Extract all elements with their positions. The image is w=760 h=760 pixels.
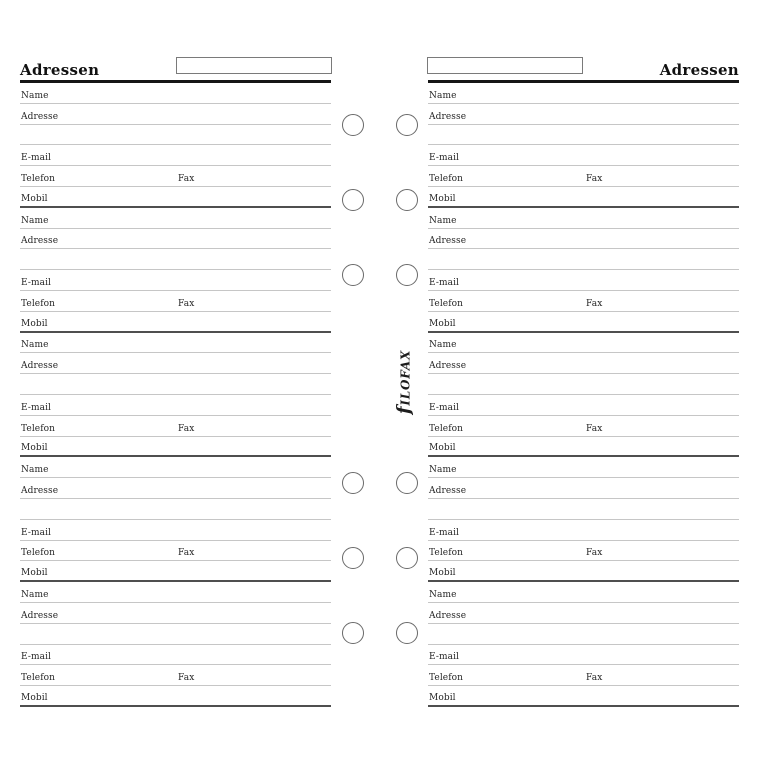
field-line-adresse[interactable] xyxy=(20,353,331,374)
field-label-mobil: Mobil xyxy=(429,193,456,204)
field-line-adresse-continued[interactable] xyxy=(20,499,331,520)
index-tab-box-left[interactable] xyxy=(176,57,332,74)
punch-hole xyxy=(342,547,364,569)
field-line-adresse[interactable] xyxy=(20,603,331,624)
field-label-fax: Fax xyxy=(178,173,195,184)
field-label-telefon: Telefon xyxy=(21,673,56,684)
field-line-telefon-fax[interactable] xyxy=(20,291,331,312)
field-label-adresse: Adresse xyxy=(429,361,467,372)
field-label-adresse: Adresse xyxy=(429,610,467,621)
field-line-email[interactable] xyxy=(20,520,331,541)
field-line-adresse-continued[interactable] xyxy=(20,624,331,645)
field-line-telefon-fax[interactable] xyxy=(428,665,739,686)
page-header-left xyxy=(20,57,331,83)
field-label-email: E-mail xyxy=(21,527,52,538)
punch-hole xyxy=(342,472,364,494)
address-entries-right xyxy=(428,83,739,707)
field-line-adresse-continued[interactable] xyxy=(20,125,331,146)
field-line-adresse[interactable] xyxy=(20,104,331,125)
field-line-mobil[interactable] xyxy=(20,312,331,333)
field-label-adresse: Adresse xyxy=(21,111,59,122)
field-label-mobil: Mobil xyxy=(429,318,456,329)
field-line-telefon-fax[interactable] xyxy=(20,416,331,437)
field-line-adresse[interactable] xyxy=(428,229,739,250)
field-line-telefon-fax[interactable] xyxy=(20,541,331,562)
field-line-mobil[interactable] xyxy=(428,686,739,707)
field-label-telefon: Telefon xyxy=(21,548,56,559)
punch-hole xyxy=(396,264,418,286)
field-line-email[interactable] xyxy=(428,645,739,666)
field-label-name: Name xyxy=(21,589,49,600)
field-label-mobil: Mobil xyxy=(21,443,48,454)
field-label-adresse: Adresse xyxy=(21,485,59,496)
field-line-mobil[interactable] xyxy=(428,437,739,458)
field-label-fax: Fax xyxy=(586,423,603,434)
field-label-telefon: Telefon xyxy=(429,173,464,184)
field-label-email: E-mail xyxy=(21,277,52,288)
field-line-name[interactable] xyxy=(428,333,739,354)
field-line-adresse-continued[interactable] xyxy=(428,499,739,520)
field-label-telefon: Telefon xyxy=(429,673,464,684)
field-label-mobil: Mobil xyxy=(21,193,48,204)
field-label-mobil: Mobil xyxy=(429,568,456,579)
field-label-telefon: Telefon xyxy=(21,423,56,434)
field-label-mobil: Mobil xyxy=(21,692,48,703)
punch-hole xyxy=(396,622,418,644)
field-label-name: Name xyxy=(429,340,457,351)
index-tab-box-right[interactable] xyxy=(427,57,583,74)
field-label-name: Name xyxy=(429,589,457,600)
field-line-adresse[interactable] xyxy=(20,229,331,250)
field-line-adresse-continued[interactable] xyxy=(428,125,739,146)
punch-hole xyxy=(342,189,364,211)
field-label-name: Name xyxy=(429,215,457,226)
field-line-adresse[interactable] xyxy=(428,603,739,624)
punch-hole xyxy=(396,547,418,569)
field-label-adresse: Adresse xyxy=(21,361,59,372)
field-line-telefon-fax[interactable] xyxy=(20,665,331,686)
field-line-telefon-fax[interactable] xyxy=(20,166,331,187)
punch-hole xyxy=(342,114,364,136)
field-line-mobil[interactable] xyxy=(428,187,739,208)
field-line-adresse-continued[interactable] xyxy=(428,624,739,645)
field-label-telefon: Telefon xyxy=(429,298,464,309)
field-line-adresse[interactable] xyxy=(428,104,739,125)
field-line-name[interactable] xyxy=(20,457,331,478)
field-line-name[interactable] xyxy=(428,83,739,104)
field-label-adresse: Adresse xyxy=(21,610,59,621)
page-title-left: Adressen xyxy=(20,61,100,79)
field-line-email[interactable] xyxy=(20,270,331,291)
field-line-name[interactable] xyxy=(20,83,331,104)
field-line-telefon-fax[interactable] xyxy=(428,541,739,562)
field-label-adresse: Adresse xyxy=(429,485,467,496)
field-line-telefon-fax[interactable] xyxy=(428,416,739,437)
field-label-name: Name xyxy=(429,465,457,476)
field-line-adresse-continued[interactable] xyxy=(428,374,739,395)
field-line-mobil[interactable] xyxy=(20,561,331,582)
field-label-telefon: Telefon xyxy=(21,298,56,309)
field-line-adresse-continued[interactable] xyxy=(428,249,739,270)
field-label-name: Name xyxy=(21,340,49,351)
field-line-email[interactable] xyxy=(428,395,739,416)
punch-hole xyxy=(342,264,364,286)
field-line-mobil[interactable] xyxy=(20,686,331,707)
field-line-mobil[interactable] xyxy=(428,561,739,582)
field-line-email[interactable] xyxy=(428,145,739,166)
field-label-mobil: Mobil xyxy=(21,568,48,579)
field-label-fax: Fax xyxy=(178,548,195,559)
field-line-email[interactable] xyxy=(428,520,739,541)
field-label-email: E-mail xyxy=(429,652,460,663)
field-label-fax: Fax xyxy=(178,298,195,309)
field-label-telefon: Telefon xyxy=(429,423,464,434)
field-line-email[interactable] xyxy=(428,270,739,291)
field-label-fax: Fax xyxy=(586,673,603,684)
field-label-fax: Fax xyxy=(178,423,195,434)
field-label-fax: Fax xyxy=(586,173,603,184)
field-label-adresse: Adresse xyxy=(429,111,467,122)
field-label-email: E-mail xyxy=(429,527,460,538)
page-title-right: Adressen xyxy=(659,61,739,79)
field-line-mobil[interactable] xyxy=(428,312,739,333)
field-line-telefon-fax[interactable] xyxy=(428,166,739,187)
field-label-email: E-mail xyxy=(21,402,52,413)
field-line-email[interactable] xyxy=(20,145,331,166)
field-label-email: E-mail xyxy=(21,652,52,663)
field-line-adresse[interactable] xyxy=(428,478,739,499)
field-line-mobil[interactable] xyxy=(20,437,331,458)
address-entries-left xyxy=(20,83,331,707)
page-header-right xyxy=(428,57,739,83)
field-label-fax: Fax xyxy=(178,673,195,684)
field-line-adresse-continued[interactable] xyxy=(20,374,331,395)
field-label-fax: Fax xyxy=(586,548,603,559)
punch-hole xyxy=(396,472,418,494)
field-line-mobil[interactable] xyxy=(20,187,331,208)
field-label-adresse: Adresse xyxy=(429,236,467,247)
address-page-right xyxy=(428,57,739,707)
field-line-adresse[interactable] xyxy=(20,478,331,499)
field-line-name[interactable] xyxy=(20,208,331,229)
punch-hole xyxy=(396,114,418,136)
punch-hole xyxy=(396,189,418,211)
field-line-name[interactable] xyxy=(428,208,739,229)
address-page-left xyxy=(20,57,331,707)
field-label-name: Name xyxy=(21,90,49,101)
field-line-telefon-fax[interactable] xyxy=(428,291,739,312)
field-line-adresse-continued[interactable] xyxy=(20,249,331,270)
field-label-telefon: Telefon xyxy=(429,548,464,559)
filofax-logo: fILOFAX xyxy=(393,349,415,415)
field-label-email: E-mail xyxy=(429,153,460,164)
field-label-name: Name xyxy=(21,465,49,476)
field-label-mobil: Mobil xyxy=(429,443,456,454)
field-line-name[interactable] xyxy=(20,333,331,354)
field-line-email[interactable] xyxy=(20,395,331,416)
field-label-mobil: Mobil xyxy=(429,692,456,703)
field-label-adresse: Adresse xyxy=(21,236,59,247)
field-label-mobil: Mobil xyxy=(21,318,48,329)
field-label-email: E-mail xyxy=(429,277,460,288)
punch-hole xyxy=(342,622,364,644)
field-label-email: E-mail xyxy=(429,402,460,413)
field-label-name: Name xyxy=(21,215,49,226)
binder-spine xyxy=(331,0,428,760)
field-line-name[interactable] xyxy=(428,457,739,478)
field-label-name: Name xyxy=(429,90,457,101)
field-line-name[interactable] xyxy=(428,582,739,603)
field-label-telefon: Telefon xyxy=(21,173,56,184)
field-label-fax: Fax xyxy=(586,298,603,309)
field-label-email: E-mail xyxy=(21,153,52,164)
field-line-adresse[interactable] xyxy=(428,353,739,374)
field-line-email[interactable] xyxy=(20,645,331,666)
field-line-name[interactable] xyxy=(20,582,331,603)
